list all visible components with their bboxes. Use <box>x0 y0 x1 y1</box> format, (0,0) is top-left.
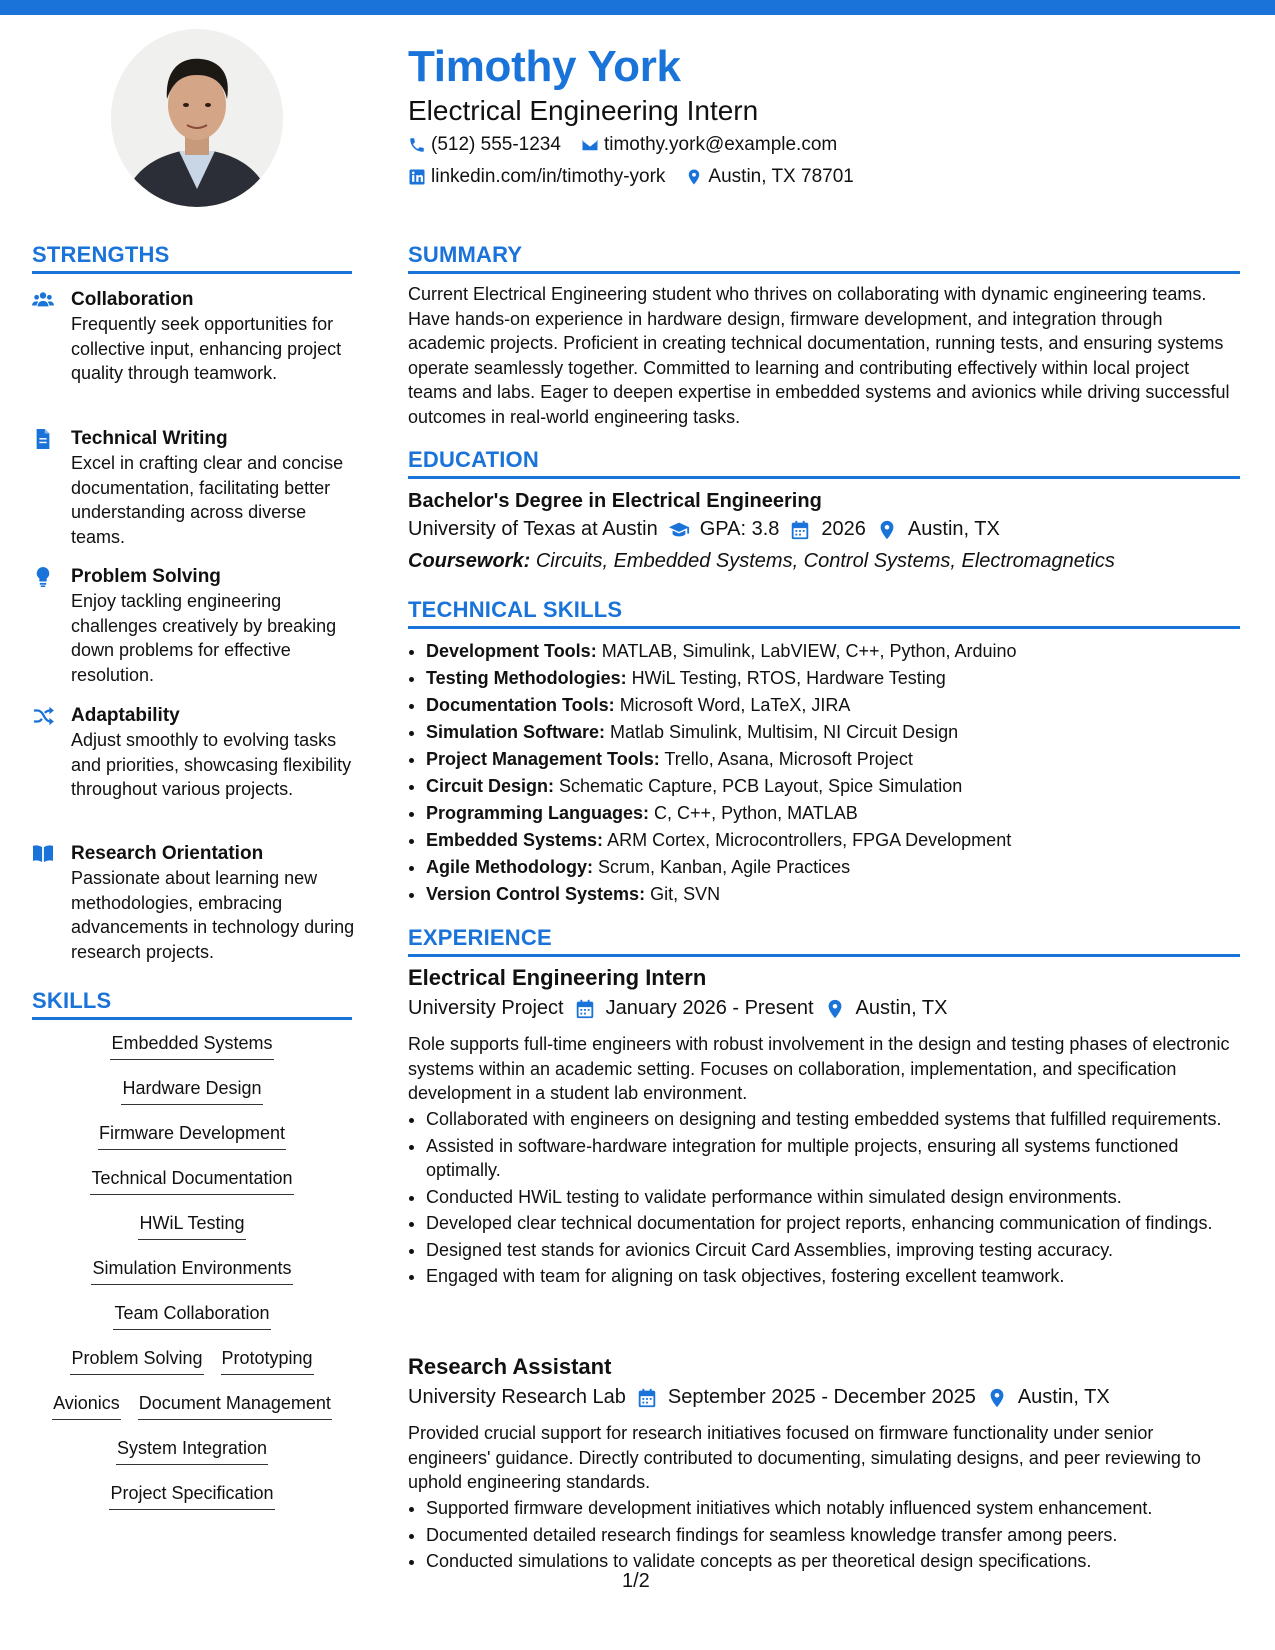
skill-tag: Problem Solving <box>70 1346 203 1375</box>
education-heading: EDUCATION <box>408 447 539 472</box>
job-bullets <box>408 1496 1256 1576</box>
top-accent-bar <box>0 0 1275 15</box>
list-item: • Supported firmware development initiatives which notably influenced system enhancement. <box>426 1496 1256 1521</box>
email-icon <box>581 136 599 154</box>
job-description: Provided crucial support for research initiatives focused on firmware functionality under senior engineers' guidance. Directly contributed to documenting, simulating designs, and peer reviewing to uphold engineering standards. <box>408 1423 1201 1492</box>
strength-item <box>32 842 362 964</box>
contact-row-1 <box>408 134 837 156</box>
summary-rule <box>408 271 1240 274</box>
skill-tag: Simulation Environments <box>91 1256 292 1285</box>
lightbulb-icon <box>32 567 54 587</box>
list-item: • Simulation Software: Matlab Simulink, Multisim, NI Circuit Design <box>426 719 1246 746</box>
skill-tag: Embedded Systems <box>110 1031 273 1060</box>
skill-tag: Avionics <box>52 1391 121 1420</box>
strength-item <box>32 288 362 386</box>
skill-tag: Technical Documentation <box>90 1166 293 1195</box>
graduation-cap-icon <box>668 519 690 541</box>
job-dates: January 2026 - Present <box>605 997 814 1019</box>
strength-description: Passionate about learning new methodologies, embracing advancements in technology during research projects. <box>71 868 355 962</box>
education-gpa: GPA: 3.8 <box>699 518 780 540</box>
skill-tag: System Integration <box>116 1436 268 1465</box>
list-item: • Collaborated with engineers on designing and testing embedded systems that fulfilled requirements. <box>426 1107 1256 1132</box>
job-meta <box>408 1386 1110 1409</box>
phone-text: (512) 555-1234 <box>431 134 561 155</box>
skills-tag-list <box>32 1031 352 1526</box>
location-pin-icon <box>986 1387 1008 1409</box>
candidate-title: Electrical Engineering Intern <box>408 95 759 126</box>
education-location: Austin, TX <box>907 518 1000 540</box>
strength-description: Frequently seek opportunities for collective input, enhancing project quality through teamwork. <box>71 314 342 383</box>
location-text: Austin, TX 78701 <box>708 166 854 187</box>
strength-title: Adaptability <box>71 705 180 726</box>
list-item: • Documented detailed research findings for seamless knowledge transfer among peers. <box>426 1523 1256 1548</box>
list-item: • Project Management Tools: Trello, Asana, Microsoft Project <box>426 746 1246 773</box>
summary-text: Current Electrical Engineering student who thrives on collaborating with dynamic engineering teams. Have hands-on experience in hardware design, firmware development, and integration through academic projects. Proficient in creating technical documentation, running tests, and ensuring systems operate seamlessly together. Committed to learning and contributing effectively within local project teams and labs. Eager to deepen expertise in embedded systems and avionics while driving successful outcomes in real-world engineering tasks. <box>408 284 1230 427</box>
list-item: • Development Tools: MATLAB, Simulink, LabVIEW, C++, Python, Arduino <box>426 638 1246 665</box>
linkedin-icon <box>408 168 426 186</box>
job-dates: September 2025 - December 2025 <box>667 1386 976 1408</box>
skill-tag: Prototyping <box>221 1346 314 1375</box>
list-item: • Developed clear technical documentation for project reports, enhancing communication of findings. <box>426 1211 1256 1236</box>
list-item: • Testing Methodologies: HWiL Testing, RTOS, Hardware Testing <box>426 665 1246 692</box>
strength-title: Research Orientation <box>71 843 264 864</box>
experience-rule <box>408 954 1240 957</box>
list-item: • Agile Methodology: Scrum, Kanban, Agile Practices <box>426 854 1246 881</box>
email-text: timothy.york@example.com <box>603 134 838 155</box>
location-pin-icon <box>685 168 703 186</box>
job-description: Role supports full-time engineers with robust involvement in the design and testing phases of electronic systems within an academic setting. Focuses on collaboration, implementation, and specification development in a student lab environment. <box>408 1034 1230 1103</box>
email-contact[interactable] <box>581 134 837 156</box>
job-location: Austin, TX <box>855 997 948 1019</box>
skill-tag: Team Collaboration <box>113 1301 270 1330</box>
strength-title: Technical Writing <box>71 428 228 449</box>
experience-heading: EXPERIENCE <box>408 925 552 950</box>
job-organization: University Research Lab <box>408 1386 626 1408</box>
users-icon <box>32 290 54 310</box>
list-item: • Circuit Design: Schematic Capture, PCB Layout, Spice Simulation <box>426 773 1246 800</box>
location-pin-icon <box>876 519 898 541</box>
calendar-icon <box>574 998 596 1020</box>
list-item: • Designed test stands for avionics Circuit Card Assemblies, improving testing accuracy. <box>426 1238 1256 1263</box>
shuffle-icon <box>32 706 54 726</box>
education-school: University of Texas at Austin <box>408 518 658 540</box>
profile-photo <box>111 29 283 207</box>
strengths-rule <box>32 271 352 274</box>
job-location: Austin, TX <box>1017 1386 1110 1408</box>
strength-item <box>32 704 362 802</box>
candidate-name: Timothy York <box>408 42 681 91</box>
skill-tag: Project Specification <box>109 1481 274 1510</box>
linkedin-contact[interactable] <box>408 166 665 188</box>
strength-description: Excel in crafting clear and concise documentation, facilitating better understanding across diverse teams. <box>71 453 344 547</box>
education-rule <box>408 476 1240 479</box>
coursework-line <box>408 550 1115 573</box>
skill-tag: Firmware Development <box>98 1121 286 1150</box>
list-item: • Assisted in software-hardware integration for multiple projects, ensuring all systems functioned optimally. <box>426 1134 1256 1183</box>
page-indicator: 1/2 <box>622 1570 650 1592</box>
job-title: Electrical Engineering Intern <box>408 965 707 990</box>
skills-heading: SKILLS <box>32 988 112 1013</box>
location-contact <box>685 166 853 188</box>
contact-row-2 <box>408 166 854 188</box>
book-icon <box>32 844 54 864</box>
education-year: 2026 <box>821 518 866 540</box>
list-item: • Conducted HWiL testing to validate performance within simulated design environments. <box>426 1185 1256 1210</box>
job-title: Research Assistant <box>408 1354 612 1379</box>
education-degree: Bachelor's Degree in Electrical Engineering <box>408 490 822 512</box>
strength-description: Enjoy tackling engineering challenges creatively by breaking down problems for effective resolution. <box>71 591 337 685</box>
technical-skills-list <box>408 638 1246 908</box>
list-item: • Engaged with team for aligning on task objectives, fostering excellent teamwork. <box>426 1264 1256 1289</box>
document-icon <box>32 429 54 449</box>
skills-rule <box>32 1017 352 1020</box>
technical-skills-rule <box>408 626 1240 629</box>
technical-skills-heading: TECHNICAL SKILLS <box>408 597 623 622</box>
skill-tag: Document Management <box>138 1391 332 1420</box>
strengths-heading: STRENGTHS <box>32 242 170 267</box>
education-meta <box>408 518 1000 541</box>
summary-heading: SUMMARY <box>408 242 523 267</box>
calendar-icon <box>636 1387 658 1409</box>
linkedin-text: linkedin.com/in/timothy-york <box>431 166 666 187</box>
location-pin-icon <box>824 998 846 1020</box>
strength-item <box>32 565 362 687</box>
list-item: • Embedded Systems: ARM Cortex, Microcontrollers, FPGA Development <box>426 827 1246 854</box>
phone-icon <box>408 136 426 154</box>
job-bullets <box>408 1107 1256 1291</box>
strength-description: Adjust smoothly to evolving tasks and priorities, showcasing flexibility throughout various projects. <box>71 730 352 799</box>
coursework-label: Coursework: <box>408 550 531 572</box>
job-organization: University Project <box>408 997 564 1019</box>
list-item: • Conducted simulations to validate concepts as per theoretical design specifications. <box>426 1549 1256 1574</box>
calendar-icon <box>789 519 811 541</box>
phone-contact[interactable] <box>408 134 561 156</box>
job-meta <box>408 997 947 1020</box>
strength-item <box>32 427 362 549</box>
coursework-text: Circuits, Embedded Systems, Control Systems, Electromagnetics <box>535 550 1115 572</box>
list-item: • Documentation Tools: Microsoft Word, LaTeX, JIRA <box>426 692 1246 719</box>
skill-tag: Hardware Design <box>121 1076 262 1105</box>
skill-tag: HWiL Testing <box>138 1211 245 1240</box>
strength-title: Collaboration <box>71 289 194 310</box>
list-item: • Version Control Systems: Git, SVN <box>426 881 1246 908</box>
strength-title: Problem Solving <box>71 566 221 587</box>
list-item: • Programming Languages: C, C++, Python, MATLAB <box>426 800 1246 827</box>
